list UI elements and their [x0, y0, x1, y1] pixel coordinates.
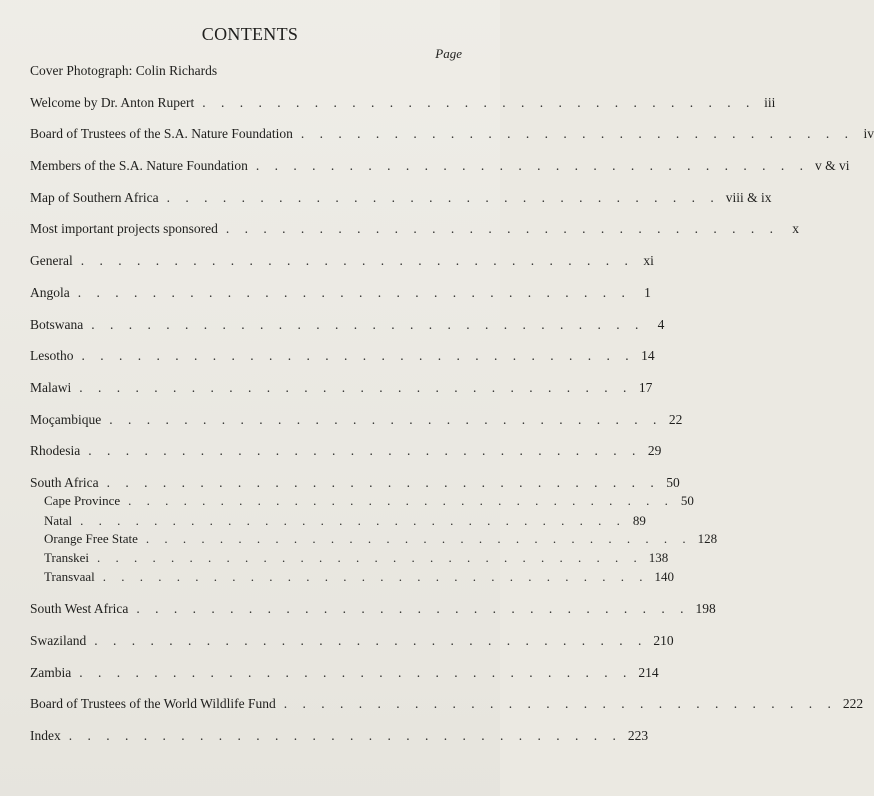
toc-subentry-orange-free-state[interactable]	[44, 529, 718, 549]
toc-entry-sa-board[interactable]	[30, 124, 874, 144]
toc-entry-label: Map of Southern Africa	[30, 190, 159, 205]
toc-entry-label: Board of Trustees of the S.A. Nature Foundation	[30, 126, 293, 141]
page-title: CONTENTS	[201, 24, 299, 44]
toc-entry-label: Natal	[44, 513, 73, 528]
toc-entry-label: General	[30, 253, 73, 268]
toc-entry-label: Index	[30, 728, 61, 743]
toc-leader-dots: . . . . . . . . . . . . . . . . . . . . . . . . . . . . . .	[109, 412, 663, 427]
toc-leader-dots: . . . . . . . . . . . . . . . . . . . . . . . . . . . . . .	[80, 253, 634, 268]
toc-entry-label: South West Africa	[30, 601, 129, 616]
toc-entry-label: Moçambique	[30, 412, 102, 427]
toc-page-number: x	[792, 221, 799, 236]
toc-entry-label: Welcome by Dr. Anton Rupert	[30, 95, 195, 110]
toc-entry-label: Botswana	[30, 317, 84, 332]
toc-leader-dots: . . . . . . . . . . . . . . . . . . . . . . . . . . . . . .	[225, 221, 779, 236]
toc-page-number: 50	[680, 493, 694, 508]
toc-page-number: 140	[654, 569, 675, 584]
toc-entry-welcome[interactable]	[30, 93, 776, 113]
toc-entry-label: Angola	[30, 285, 70, 300]
toc-page-number: 29	[647, 443, 662, 458]
toc-page-number: 50	[666, 475, 680, 490]
toc-page-number: viii & ix	[725, 190, 772, 205]
toc-leader-dots: . . . . . . . . . . . . . . . . . . . . . . . . . . . . . .	[255, 158, 809, 173]
toc-subentry-cape-province[interactable]	[44, 491, 694, 511]
toc-page-number: 17	[638, 380, 653, 395]
toc-entry-rhodesia[interactable]	[30, 441, 662, 461]
toc-entry-angola[interactable]	[30, 283, 651, 303]
toc-leader-dots: . . . . . . . . . . . . . . . . . . . . . . . . . . . . . .	[283, 696, 837, 711]
toc-leader-dots: . . . . . . . . . . . . . . . . . . . . . . . . . . . . . .	[106, 475, 660, 490]
toc-entry-swaziland[interactable]	[30, 631, 674, 651]
cover-photo-credit	[30, 61, 464, 81]
toc-page-number: v & vi	[814, 158, 850, 173]
toc-entry-label: Members of the S.A. Nature Foundation	[30, 158, 248, 173]
toc-page-number: iii	[764, 95, 776, 110]
toc-leader-dots: . . . . . . . . . . . . . . . . . . . . . . . . . . . . . .	[128, 493, 674, 508]
toc-leader-dots: . . . . . . . . . . . . . . . . . . . . . . . . . . . . . .	[300, 126, 854, 141]
toc-entry-label: Cape Province	[44, 493, 121, 508]
toc-page-number: 22	[668, 412, 683, 427]
toc-page-number: 89	[632, 513, 646, 528]
toc-leader-dots: . . . . . . . . . . . . . . . . . . . . . . . . . . . . . .	[145, 531, 692, 546]
toc-page-number: 223	[627, 728, 649, 743]
toc-entry-label: Zambia	[30, 665, 72, 680]
toc-entry-label: South Africa	[30, 475, 99, 490]
toc-entry-label: Lesotho	[30, 348, 74, 363]
toc-entry-lesotho[interactable]	[30, 346, 655, 366]
toc-entry-label: Rhodesia	[30, 443, 81, 458]
toc-page-number: 222	[842, 696, 864, 711]
toc-subentry-transvaal[interactable]	[44, 567, 675, 587]
toc-leader-dots: . . . . . . . . . . . . . . . . . . . . . . . . . . . . . .	[81, 348, 635, 363]
toc-entry-sa-members[interactable]	[30, 156, 850, 176]
toc-leader-dots: . . . . . . . . . . . . . . . . . . . . . . . . . . . . . .	[77, 285, 631, 300]
toc-page-number: iv	[863, 126, 874, 141]
toc-page-number: 198	[695, 601, 716, 616]
toc-entry-south-west-africa[interactable]	[30, 599, 716, 619]
cover-photo-credit-text: Cover Photograph: Colin Richards	[30, 63, 218, 78]
toc-entry-wwf-board[interactable]	[30, 694, 864, 714]
toc-entry-south-africa[interactable]	[30, 473, 680, 493]
page-column-heading: Page	[435, 46, 462, 61]
toc-page-number: 4	[657, 317, 665, 332]
toc-leader-dots: . . . . . . . . . . . . . . . . . . . . . . . . . . . . . .	[166, 190, 720, 205]
toc-page-number: 128	[697, 531, 718, 546]
toc-page-number: 138	[648, 550, 669, 565]
toc-page-number: 210	[653, 633, 674, 648]
toc-leader-dots: . . . . . . . . . . . . . . . . . . . . . . . . . . . . . .	[102, 569, 649, 584]
toc-leader-dots: . . . . . . . . . . . . . . . . . . . . . . . . . . . . . .	[79, 665, 633, 680]
toc-leader-dots: . . . . . . . . . . . . . . . . . . . . . . . . . . . . . .	[136, 601, 690, 616]
toc-entry-index[interactable]	[30, 726, 649, 746]
toc-entry-map[interactable]	[30, 188, 772, 208]
toc-page-number: 1	[644, 285, 651, 300]
toc-leader-dots: . . . . . . . . . . . . . . . . . . . . . . . . . . . . . .	[202, 95, 756, 110]
toc-entry-label: Transkei	[44, 550, 90, 565]
toc-entry-malawi[interactable]	[30, 378, 653, 398]
toc-entry-label: Transvaal	[44, 569, 95, 584]
toc-page-number: 14	[641, 348, 655, 363]
toc-entry-zambia[interactable]	[30, 663, 659, 683]
toc-leader-dots: . . . . . . . . . . . . . . . . . . . . . . . . . . . . . .	[91, 317, 645, 332]
toc-entry-label: Board of Trustees of the World Wildlife Fund	[30, 696, 276, 711]
toc-leader-dots: . . . . . . . . . . . . . . . . . . . . . . . . . . . . . .	[97, 550, 643, 565]
toc-entry-general[interactable]	[30, 251, 654, 271]
toc-entry-label: Most important projects sponsored	[30, 221, 218, 236]
toc-subentry-natal[interactable]	[44, 511, 646, 531]
toc-entry-projects[interactable]	[30, 219, 799, 239]
toc-entry-label: Orange Free State	[44, 531, 138, 546]
toc-subentry-transkei[interactable]	[44, 548, 669, 568]
toc-leader-dots: . . . . . . . . . . . . . . . . . . . . . . . . . . . . . .	[88, 443, 642, 458]
toc-entry-mocambique[interactable]	[30, 410, 683, 430]
toc-leader-dots: . . . . . . . . . . . . . . . . . . . . . . . . . . . . . .	[94, 633, 648, 648]
toc-entry-label: Swaziland	[30, 633, 87, 648]
toc-page-number: xi	[643, 253, 654, 268]
toc-leader-dots: . . . . . . . . . . . . . . . . . . . . . . . . . . . . . .	[80, 513, 626, 528]
toc-leader-dots: . . . . . . . . . . . . . . . . . . . . . . . . . . . . . .	[68, 728, 622, 743]
toc-entry-botswana[interactable]	[30, 315, 665, 335]
toc-page-number: 214	[638, 665, 659, 680]
toc-entry-label: Malawi	[30, 380, 72, 395]
toc-leader-dots: . . . . . . . . . . . . . . . . . . . . . . . . . . . . . .	[79, 380, 633, 395]
